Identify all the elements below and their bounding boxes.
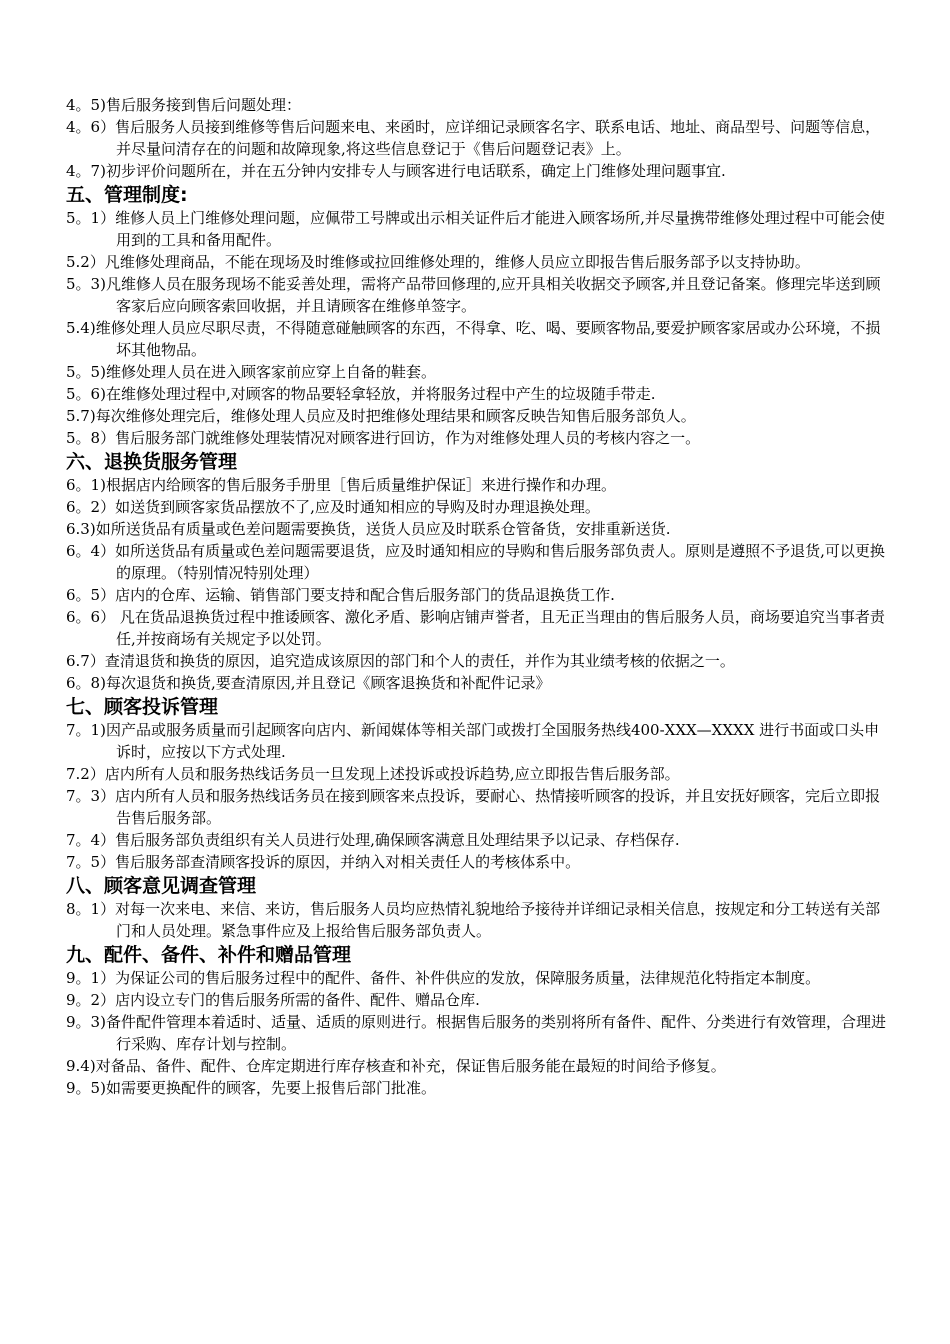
item-5-7: 5.7)每次维修处理完后，维修处理人员应及时把维修处理结果和顾客反映告知售后服务部负人。 xyxy=(66,407,696,425)
section-heading: 七、顾客投诉管理 xyxy=(66,696,219,718)
section-heading: 八、顾客意见调查管理 xyxy=(66,875,257,897)
item-9-2: 9。2）店内设立专门的售后服务所需的备件、配件、赠品仓库. xyxy=(66,991,480,1009)
item-4-7: 4。7)初步评价问题所在，并在五分钟内安排专人与顾客进行电话联系，确定上门维修处理问题事宜. xyxy=(66,162,726,180)
item-7-4: 7。4）售后服务部负责组织有关人员进行处理,确保顾客满意且处理结果予以记录、存档保存. xyxy=(66,831,680,849)
item-6-2: 6。2）如送货到顾客家货品摆放不了,应及时通知相应的导购及时办理退换处理。 xyxy=(66,498,600,516)
item-7-2: 7.2）店内所有人员和服务热线话务员一旦发现上述投诉或投诉趋势,应立即报告售后服务部。 xyxy=(66,765,680,783)
item-6-4: 6。4）如所送货品有质量或色差问题需要退货，应及时通知相应的导购和售后服务部负责人。原则是遵照不予退货,可以更换的原理。（特别情况特别处理） xyxy=(66,542,885,582)
item-5-6: 5。6)在维修处理过程中,对顾客的物品要轻拿轻放，并将服务过程中产生的垃圾随手带走. xyxy=(66,385,656,403)
item-7-5: 7。5）售后服务部查清顾客投诉的原因，并纳入对相关责任人的考核体系中。 xyxy=(66,853,581,871)
section-heading: 五、管理制度: xyxy=(66,184,188,206)
section-4-tail xyxy=(66,94,886,182)
section-7 xyxy=(66,695,886,873)
item-4-5: 4。5)售后服务接到售后问题处理： xyxy=(66,96,301,114)
item-5-3: 5。3)凡维修人员在服务现场不能妥善处理，需将产品带回修理的,应开具相关收据交予顾客,并且登记备案。修理完毕送到顾客家后应向顾客索回收据，并且请顾客在维修单签字。 xyxy=(66,275,881,315)
section-9 xyxy=(66,943,886,1099)
section-8 xyxy=(66,874,886,942)
item-9-1: 9。1）为保证公司的售后服务过程中的配件、备件、补件供应的发放，保障服务质量，法律规范化特指定本制度。 xyxy=(66,969,821,987)
item-7-3: 7。3）店内所有人员和服务热线话务员在接到顾客来点投诉，要耐心、热情接听顾客的投诉，并且安抚好顾客，完后立即报告售后服务部。 xyxy=(66,787,881,827)
item-5-8: 5。8）售后服务部门就维修处理装情况对顾客进行回访，作为对维修处理人员的考核内容之一。 xyxy=(66,429,701,447)
section-6 xyxy=(66,450,886,694)
item-8-1: 8。1）对每一次来电、来信、来访，售后服务人员均应热情礼貌地给予接待并详细记录相关信息，按规定和分工转送有关部门和人员处理。紧急事件应及上报给售后服务部负责人。 xyxy=(66,900,881,940)
item-9-5: 9。5)如需要更换配件的顾客，先要上报售后部门批准。 xyxy=(66,1079,436,1097)
item-6-3: 6.3)如所送货品有质量或色差问题需要换货，送货人员应及时联系仓管备货，安排重新送货. xyxy=(66,520,671,538)
item-6-6: 6。6） 凡在货品退换货过程中推诿顾客、激化矛盾、影响店铺声誉者，且无正当理由的售后服务人员，商场要追究当事者责任,并按商场有关规定予以处罚。 xyxy=(66,608,885,648)
item-6-8: 6。8)每次退货和换货,要查清原因,并且登记《顾客退换货和补配件记录》 xyxy=(66,674,551,692)
item-4-6: 4。6）售后服务人员接到维修等售后问题来电、来函时，应详细记录顾客名字、联系电话、地址、商品型号、问题等信息，并尽量问清存在的问题和故障现象,将这些信息登记于《售后问题登记表》上。 xyxy=(66,118,881,158)
item-6-1: 6。1)根据店内给顾客的售后服务手册里［售后质量维护保证］来进行操作和办理。 xyxy=(66,476,616,494)
item-7-1: 7。1)因产品或服务质量而引起顾客向店内、新闻媒体等相关部门或拨打全国服务热线400-XXX—XXXX 进行书面或口头申诉时，应按以下方式处理. xyxy=(66,721,880,761)
item-9-3: 9。3)备件配件管理本着适时、适量、适质的原则进行。根据售后服务的类别将所有备件、配件、分类进行有效管理，合理进行采购、库存计划与控制。 xyxy=(66,1013,886,1053)
item-9-4: 9.4)对备品、备件、配件、仓库定期进行库存核查和补充，保证售后服务能在最短的时间给予修复。 xyxy=(66,1057,726,1075)
item-6-5: 6。5）店内的仓库、运输、销售部门要支持和配合售后服务部门的货品退换货工作. xyxy=(66,586,615,604)
item-6-7: 6.7）查清退货和换货的原因，追究造成该原因的部门和个人的责任，并作为其业绩考核的依据之一。 xyxy=(66,652,735,670)
item-5-1: 5。1）维修人员上门维修处理问题，应佩带工号牌或出示相关证件后才能进入顾客场所,并尽量携带维修处理过程中可能会使用到的工具和备用配件。 xyxy=(66,209,885,249)
item-5-5: 5。5)维修处理人员在进入顾客家前应穿上自备的鞋套。 xyxy=(66,363,436,381)
section-heading: 九、配件、备件、补件和赠品管理 xyxy=(66,944,352,966)
item-5-4: 5.4)维修处理人员应尽职尽责，不得随意碰触顾客的东西，不得拿、吃、喝、要顾客物品,要爱护顾客家居或办公环境，不损坏其他物品。 xyxy=(66,319,881,359)
section-heading: 六、退换货服务管理 xyxy=(66,451,238,473)
item-5-2: 5.2）凡维修处理商品，不能在现场及时维修或拉回维修处理的，维修人员应立即报告售后服务部予以支持协助。 xyxy=(66,253,810,271)
document-page xyxy=(66,94,886,1099)
section-5 xyxy=(66,183,886,449)
